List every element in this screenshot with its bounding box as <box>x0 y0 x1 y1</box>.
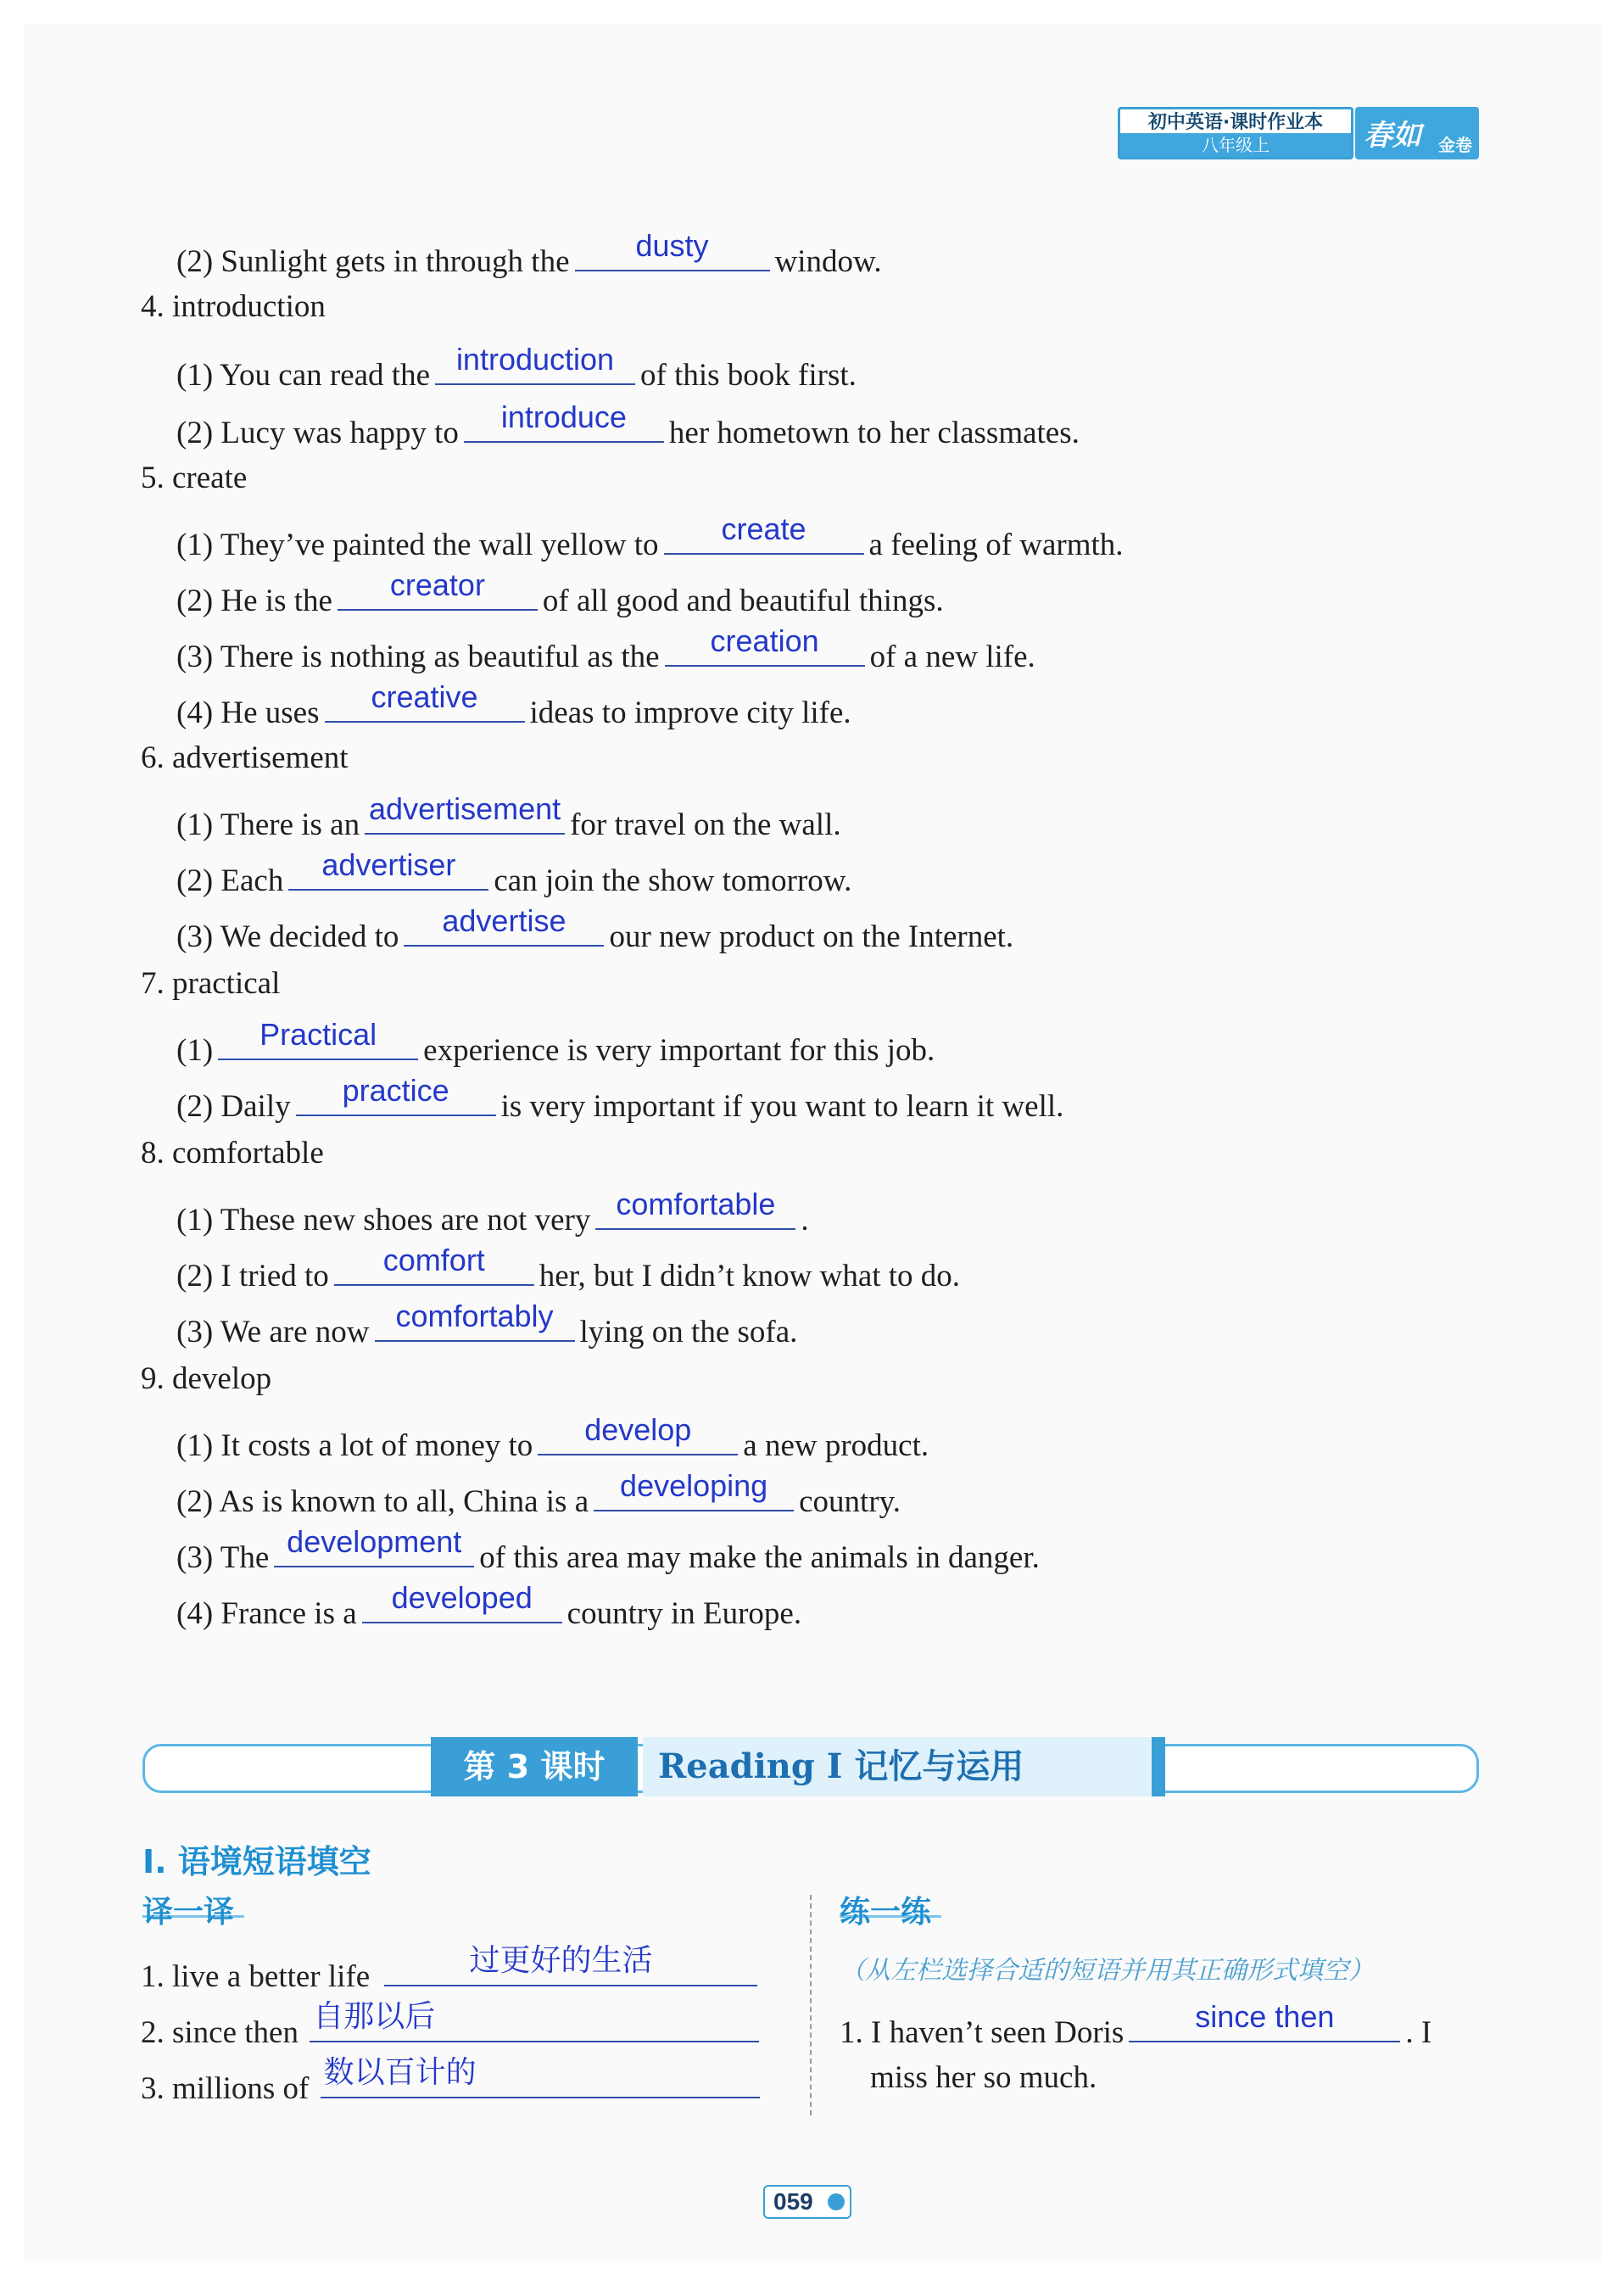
answer-blank[interactable]: comfortable <box>595 1191 795 1230</box>
exercise-8-2: (2) I tried to comfort her, but I didn’t know what to do. <box>176 1243 961 1293</box>
word-heading-develop: 9. develop <box>141 1361 272 1396</box>
answer-blank[interactable]: comfort <box>334 1247 534 1286</box>
exercise-6-1: (1) There is an advertisement for travel on the wall. <box>176 791 841 842</box>
brand-mark: 春如 <box>1364 119 1421 153</box>
answer-blank[interactable]: introduction <box>435 346 635 385</box>
answer-blank[interactable]: creative <box>325 684 525 723</box>
answer-blank[interactable]: dusty <box>575 232 770 271</box>
exercise-8-1: (1) These new shoes are not very comfortable . <box>176 1187 809 1237</box>
answer-blank[interactable]: introduce <box>464 404 664 443</box>
phrase-3: 3. millions of 数以百计的 <box>141 2059 760 2108</box>
banner-end-cap <box>1152 1737 1165 1796</box>
word-heading-comfortable: 8. comfortable <box>141 1136 324 1170</box>
book-brand <box>1118 107 1479 159</box>
word-heading-introduction: 4. introduction <box>141 289 326 324</box>
word-heading-practical: 7. practical <box>141 966 281 1001</box>
phrase-answer-blank[interactable]: 过更好的生活 <box>384 1947 757 1986</box>
answer-blank[interactable]: create <box>664 516 864 555</box>
answer-blank[interactable]: advertisement <box>365 796 565 835</box>
phrase-answer-blank[interactable]: 数以百计的 <box>321 2059 760 2098</box>
practice-instruction: （从左栏选择合适的短语并用其正确形式填空） <box>840 1956 1374 1986</box>
brand-logo <box>1355 107 1479 159</box>
exercise-9-4: (4) France is a developed country in Europe. <box>176 1580 802 1631</box>
book-title: 初中英语·课时作业本 <box>1147 112 1324 133</box>
exercise-5-2: (2) He is the creator of all good and beautiful things. <box>176 567 944 618</box>
answer-blank[interactable]: develop <box>538 1416 738 1455</box>
page-dot-icon <box>828 2193 845 2210</box>
grade-label: 八年级上 <box>1120 133 1351 157</box>
answer-blank[interactable]: creation <box>665 628 865 667</box>
exercise-6-3: (3) We decided to advertise our new product on the Internet. <box>176 903 1014 954</box>
exercise-6-2: (2) Each advertiser can join the show tomorrow. <box>176 847 852 898</box>
left-column-heading: 译一译 <box>142 1895 235 1930</box>
answer-blank[interactable]: advertiser <box>288 852 488 891</box>
exercise-5-4: (4) He uses creative ideas to improve city life. <box>176 679 851 730</box>
right-column-heading: 练一练 <box>840 1895 932 1930</box>
answer-blank[interactable]: development <box>274 1528 474 1567</box>
answer-blank[interactable]: creator <box>338 572 538 611</box>
answer-blank[interactable]: advertise <box>404 908 604 947</box>
practice-1-continuation: miss her so much. <box>870 2060 1097 2095</box>
word-heading-advertisement: 6. advertisement <box>141 740 349 775</box>
column-divider <box>810 1895 812 2115</box>
brand-sub: 金卷 <box>1438 135 1472 155</box>
lesson-title: Reading I 记忆与运用 <box>643 1737 1152 1796</box>
phrase-1: 1. live a better life 过更好的生活 <box>141 1947 757 1996</box>
answer-blank[interactable]: practice <box>296 1077 496 1116</box>
answer-blank[interactable]: Practical <box>218 1021 418 1060</box>
exercise-9-3: (3) The development of this area may make the animals in danger. <box>176 1524 1040 1575</box>
section-title: I. 语境短语填空 <box>142 1843 371 1880</box>
lesson-number: 第 3 课时 <box>431 1737 638 1796</box>
exercise-8-3: (3) We are now comfortably lying on the sofa. <box>176 1299 798 1349</box>
exercise-7-2: (2) Daily practice is very important if you want to learn it well. <box>176 1073 1064 1124</box>
book-title-box <box>1118 107 1353 159</box>
practice-answer-blank[interactable]: since then <box>1129 2003 1400 2042</box>
exercise-5-1: (1) They’ve painted the wall yellow to create a feeling of warmth. <box>176 511 1124 562</box>
page-number: 059 <box>763 2185 851 2219</box>
phrase-2: 2. since then 自那以后 <box>141 2003 759 2052</box>
exercise-3-2: (2) Sunlight gets in through the dusty window. <box>176 228 882 279</box>
exercise-9-1: (1) It costs a lot of money to develop a new product. <box>176 1412 929 1463</box>
exercise-4-2: (2) Lucy was happy to introduce her hometown to her classmates. <box>176 399 1080 450</box>
answer-blank[interactable]: comfortably <box>375 1303 575 1342</box>
answer-blank[interactable]: developing <box>594 1472 794 1511</box>
lesson-banner <box>142 1737 1479 1796</box>
exercise-5-3: (3) There is nothing as beautiful as the creation of a new life. <box>176 623 1035 674</box>
exercise-4-1: (1) You can read the introduction of this book first. <box>176 342 857 393</box>
phrase-answer-blank[interactable]: 自那以后 <box>310 2003 759 2042</box>
answer-blank[interactable]: developed <box>362 1584 562 1623</box>
exercise-7-1: (1) Practical experience is very important for this job. <box>176 1017 935 1068</box>
exercise-9-2: (2) As is known to all, China is a developing country. <box>176 1468 901 1519</box>
practice-1: 1. I haven’t seen Doris since then . I <box>840 1999 1432 2050</box>
word-heading-create: 5. create <box>141 461 248 495</box>
